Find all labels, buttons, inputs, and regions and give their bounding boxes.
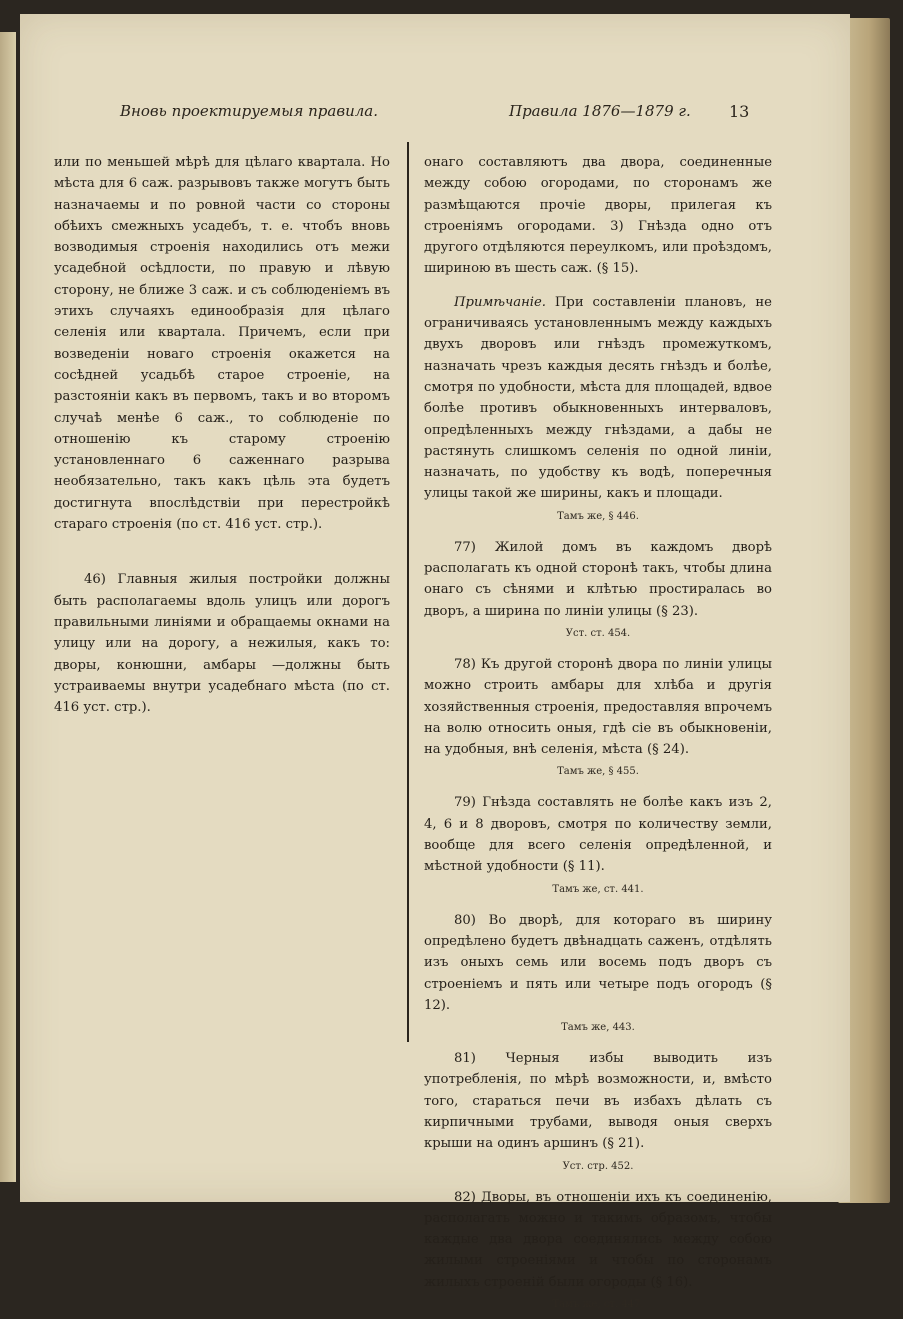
paragraph-80: 80) Во дворѣ, для котораго въ ширину опредѣлено будетъ двѣнадцать саженъ, отдѣлять изъ оныхъ семь или восемь подъ дворъ съ строеніемъ и пять или четыре подъ огородъ (§ 12).: [424, 912, 772, 1013]
left-page-edge: [0, 32, 16, 1182]
right-column: [424, 152, 772, 1319]
running-header: [20, 102, 850, 128]
citation: Тамъ же, 443.: [561, 1022, 635, 1034]
citation: Тамъ же, ст. 441.: [552, 883, 644, 895]
citation: Уст. стр. 452.: [562, 1160, 634, 1172]
left-column: [54, 152, 390, 718]
citation: Уст. ст. 454.: [565, 627, 631, 639]
header-right-title: Правила 1876—1879 г.: [509, 102, 691, 120]
column-divider: [407, 142, 409, 1042]
left-paragraph-continued: или по меньшей мѣрѣ для цѣлаго квартала. Но мѣста для 6 саж. разрывовъ также могутъ быть назначаемы и по ровной части со стороны обѣихъ смежныхъ усадебъ, т. е. чтобъ вновь возводимыя строенія находились отъ межи усадебной осѣдлости, по правую и лѣвую сторону, не ближе 3 саж. и съ соблюденіемъ въ этихъ случаяхъ единообразія для цѣлаго селенія или квартала. Причемъ, если при возведеніи новаго строенія окажется на сосѣдней усадьбѣ старое строеніе, на разстояніи какъ въ первомъ, такъ и во второмъ случаѣ менѣе 6 саж., то соблюденіе по отношенію къ старому строенію установленнаго 6 саженнаго разрыва необязательно, такъ какъ цѣль эта будетъ достигнута впослѣдствіи при перестройкѣ стараго строенія (по ст. 416 уст. стр.).: [54, 155, 390, 533]
citation: Тамъ же, ст. 447.: [552, 1299, 644, 1311]
paragraph-82: 82) Дворы, въ отношеніи ихъ къ соединенію, располагать можно и такимъ образомъ, чтобы каждые два двора соединялись между собою жилыми строеніями и чтобы по сторонамъ жилыхъ строеній были огороды (§ 16).: [424, 1189, 772, 1290]
citation: Тамъ же, § 455.: [557, 766, 639, 778]
note-text: При составленіи плановъ, не ограничиваясь установленнымъ между каждыхъ двухъ дворовъ или гнѣздъ промежуткомъ, назначать чрезъ каждыя десять гнѣздъ и болѣе, смотря по удобности, мѣста для площадей, вдвое болѣе противъ обыкновенныхъ интерваловъ, опредѣленныхъ между гнѣздами, а дабы не растянуть слишкомъ селенія по одной линіи, назначать, по удобству къ водѣ, поперечныя улицы такой же ширины, какъ и площади.: [424, 294, 772, 502]
paragraph-78: 78) Къ другой сторонѣ двора по линіи улицы можно строить амбары для хлѣба и другія хозяйственныя строенія, предоставляя впрочемъ на волю относить оныя, гдѣ сіе въ обыкновеніи, на удобныя, внѣ селенія, мѣста (§ 24).: [424, 656, 772, 758]
paragraph-77: 77) Жилой домъ въ каждомъ дворѣ располагать къ одной сторонѣ такъ, чтобы длина онаго съ сѣнями и клѣтью простиралась во дворъ, а ширина по линіи улицы (§ 23).: [424, 539, 772, 619]
right-paragraph-continued: онаго составляютъ два двора, соединенные между собою огородами, по сторонамъ же размѣщаются прочіе дворы, прилегая къ строеніямъ огородами. 3) Гнѣзда одно отъ другого отдѣляются переулкомъ, или проѣздомъ, шириною въ шесть саж. (§ 15).: [424, 155, 772, 277]
header-left-title: Вновь проектируемыя правила.: [120, 102, 379, 120]
note-paragraph: [424, 292, 772, 505]
page-number: 13: [729, 102, 750, 121]
left-paragraph-46: 46) Главныя жилыя постройки должны быть располагаемы вдоль улицъ или дорогъ правильными линіями и обращаемы окнами на улицу или на дорогу, а нежилыя, какъ то: дворы, конюшни, амбары —должны быть устраиваемы внутри усадебнаго мѣста (по ст. 416 уст. стр.).: [54, 572, 390, 716]
paragraph-79: 79) Гнѣзда составлять не болѣе какъ изъ 2, 4, 6 и 8 дворовъ, смотря по количеству земли, вообще для всего селенія опредѣленной, и мѣстной удобности (§ 11).: [424, 795, 772, 875]
paragraph-81: 81) Черныя избы выводить изъ употребленія, по мѣрѣ возможности, и, вмѣсто того, стараться печи въ избахъ дѣлать съ кирпичными трубами, выводя оныя сверхъ крыши на одинъ аршинъ (§ 21).: [424, 1051, 772, 1152]
book-page: [20, 14, 850, 1311]
citation: Тамъ же, § 446.: [557, 510, 639, 522]
note-label: Примѣчаніе.: [454, 294, 546, 310]
